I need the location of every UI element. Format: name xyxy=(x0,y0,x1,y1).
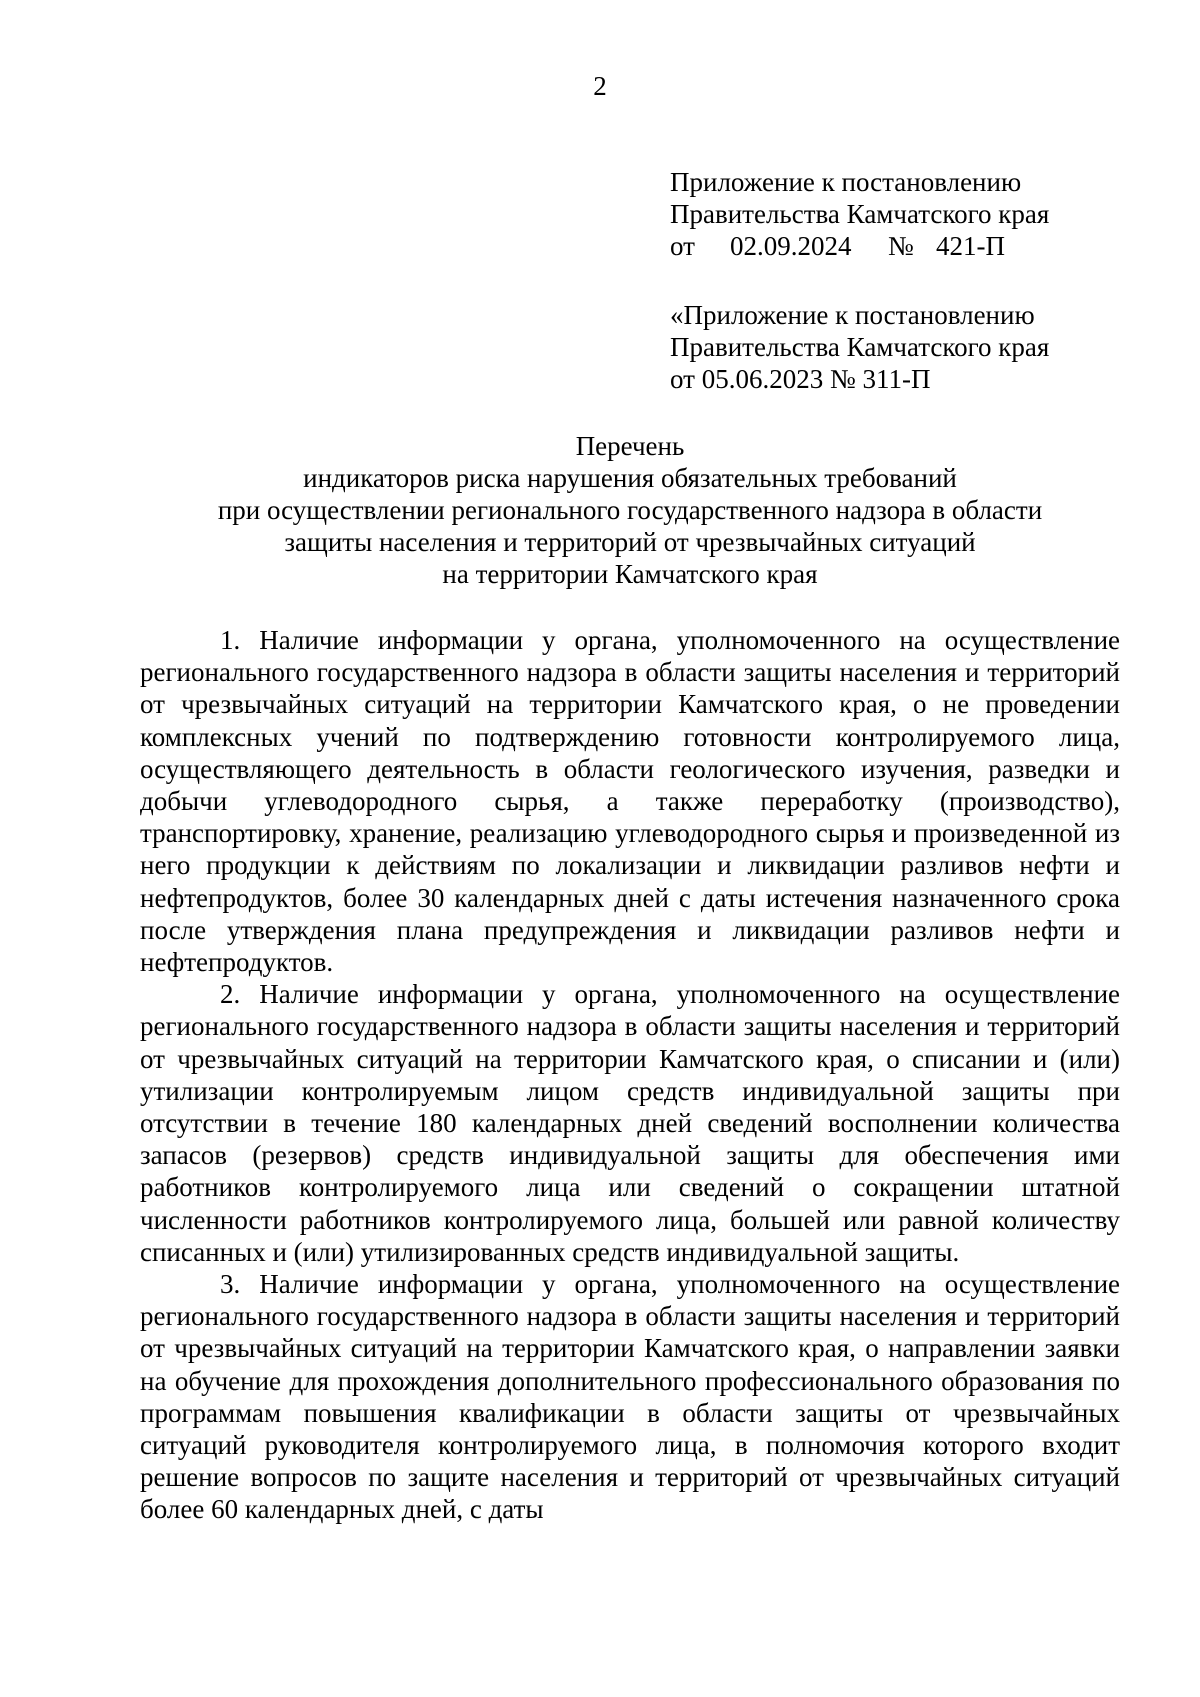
paragraph-1: 1. Наличие информации у органа, уполномоченного на осуществление регионального государственного надзора в области защиты населения и территорий от чрезвычайных ситуаций на территории Камчатского края, о не проведении комплексных учений по подтверждению готовности контролируемого лица, осуществляющего деятельность в области геологического изучения, разведки и добычи углеводородного сырья, а также переработку (производство), транспортировку, хранение, реализацию углеводородного сырья и произведенной из него продукции к действиям по локализации и ликвидации разливов нефти и нефтепродуктов, более 30 календарных дней с даты истечения назначенного срока после утверждения плана предупреждения и ликвидации разливов нефти и нефтепродуктов. xyxy=(140,625,1120,978)
appendix-current-number-sign: № xyxy=(888,231,914,261)
title-line3: при осуществлении регионального государственного надзора в области xyxy=(217,495,1043,525)
title-line2: индикаторов риска нарушения обязательных требований xyxy=(303,463,957,493)
appendix-header-current xyxy=(670,166,1049,262)
appendix-current-from-label: от xyxy=(670,231,695,261)
appendix-current-line2: Правительства Камчатского края xyxy=(670,199,1050,229)
appendix-current-line1: Приложение к постановлению xyxy=(670,167,1022,197)
appendix-current-date: 02.09.2024 xyxy=(730,231,852,261)
title-line1: Перечень xyxy=(575,431,685,461)
appendix-current-number: 421-П xyxy=(936,231,1005,261)
appendix-header-previous xyxy=(670,299,1049,395)
appendix-previous-line1: «Приложение к постановлению xyxy=(670,300,1035,330)
title-line4: защиты населения и территорий от чрезвычайных ситуаций xyxy=(284,527,976,557)
paragraph-2: 2. Наличие информации у органа, уполномоченного на осуществление регионального государственного надзора в области защиты населения и территорий от чрезвычайных ситуаций на территории Камчатского края, о списании и (или) утилизации контролируемым лицом средств индивидуальной защиты при отсутствии в течение 180 календарных дней сведений восполнении количества запасов (резервов) средств индивидуальной защиты для обеспечения ими работников контролируемого лица или сведений о сокращении штатной численности работников контролируемого лица, большей или равной количеству списанных и (или) утилизированных средств индивидуальной защиты. xyxy=(140,979,1120,1267)
document-body xyxy=(140,624,1120,1526)
title-line5: на территории Камчатского края xyxy=(442,559,818,589)
document-title xyxy=(140,430,1120,590)
page-number: 2 xyxy=(593,71,607,101)
appendix-previous-line2: Правительства Камчатского края xyxy=(670,332,1050,362)
paragraph-3: 3. Наличие информации у органа, уполномоченного на осуществление регионального государственного надзора в области защиты населения и территорий от чрезвычайных ситуаций на территории Камчатского края, о направлении заявки на обучение для прохождения дополнительного профессионального образования по программам повышения квалификации в области защиты от чрезвычайных ситуаций руководителя контролируемого лица, в полномочия которого входит решение вопросов по защите населения и территорий от чрезвычайных ситуаций более 60 календарных дней, с даты xyxy=(140,1269,1120,1525)
appendix-previous-line3: от 05.06.2023 № 311-П xyxy=(670,364,931,394)
appendix-current-date-number xyxy=(670,230,1049,262)
